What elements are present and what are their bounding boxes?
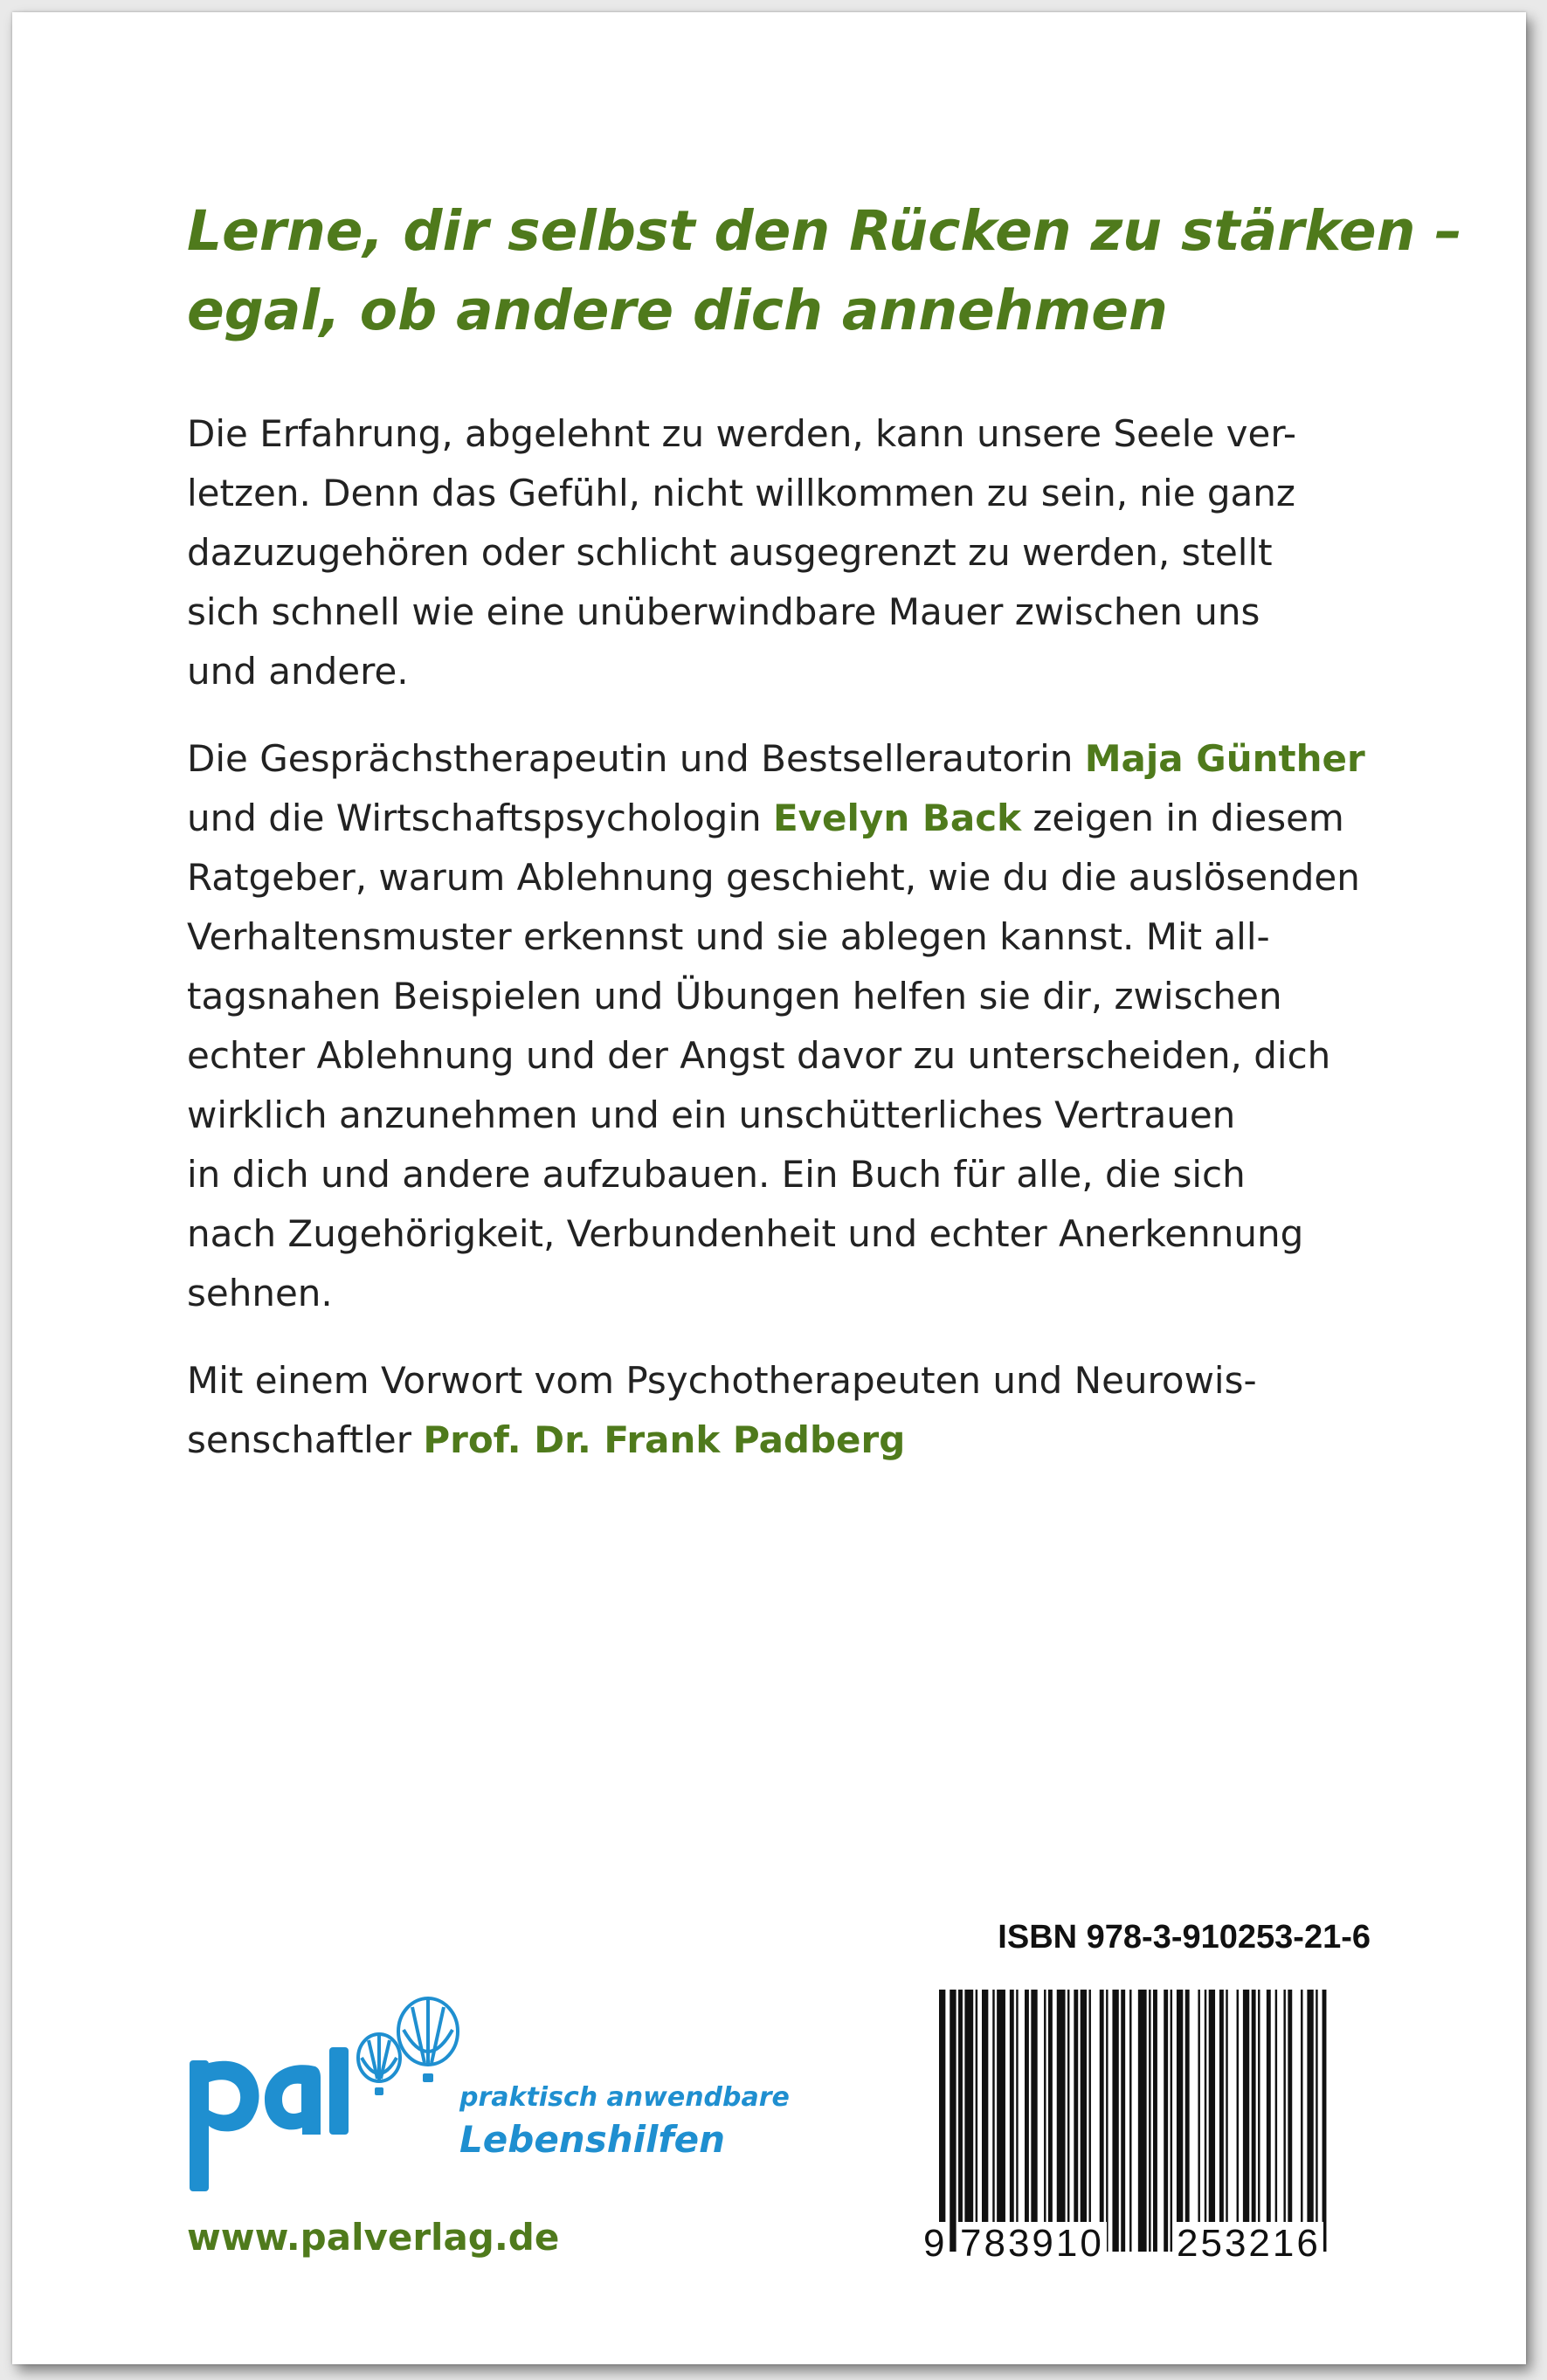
author-name-evelyn: Evelyn Back [772,797,1022,839]
barcode-bar [939,1990,945,2252]
barcode-bar [1100,1990,1104,2252]
text-line: Mit einem Vorwort vom Psychotherapeuten und Neurowis- [187,1359,1257,1402]
foreword-author-name: Prof. Dr. Frank Padberg [423,1418,906,1461]
barcode-bar [1267,1990,1271,2252]
publisher-website: www.palverlag.de [187,2216,560,2259]
barcode-bar [1149,1990,1150,2252]
text-fragment: zeigen in diesem [1021,797,1344,839]
barcode-bar [1031,1990,1037,2252]
barcode-bar [1121,1990,1125,2252]
text-line: Verhaltensmuster erkennst und sie ablegen kannst. Mit all- [187,915,1270,958]
barcode-bar [964,1990,973,2252]
barcode-bar [1177,1990,1183,2252]
text-line: letzen. Denn das Gefühl, nicht willkommen zu sein, nie ganz [187,472,1295,514]
barcode-bar [997,1990,1005,2252]
barcode-first-digit: 9 [921,2222,947,2266]
barcode [934,1990,1375,2260]
barcode-bar [1153,1990,1157,2252]
barcode-bar [950,1990,956,2252]
text-line: tagsnahen Beispielen und Übungen helfen sie dir, zwischen [187,975,1282,1018]
book-back-cover [12,12,1526,2364]
text-line: sehnen. [187,1272,333,1314]
barcode-bar [1138,1990,1147,2252]
barcode-bar [1112,1990,1118,2252]
barcode-bar [1307,1990,1313,2252]
barcode-right-group: 253216 [1174,2222,1323,2266]
barcode-bar [1164,1990,1168,2252]
barcode-bar [1067,1990,1069,2252]
barcode-bar [1205,1990,1206,2252]
barcode-bar [1283,1990,1285,2252]
hot-air-balloons-icon [351,1995,465,2117]
text-line [187,789,1427,848]
barcode-bar [1316,1990,1317,2252]
authors-paragraph [187,729,1427,1323]
barcode-digits [921,2222,1375,2274]
barcode-left-group: 783910 [957,2222,1107,2266]
text-fragment: Die Gesprächstherapeutin und Bestsellerautorin [187,737,1085,780]
barcode-bar [1025,1990,1029,2252]
barcode-bar [1323,1990,1327,2252]
barcode-bar [1237,1990,1239,2252]
tagline-line2: Lebenshilfen [459,2118,726,2161]
barcode-bar [1074,1990,1078,2252]
barcode-bar [1198,1990,1199,2252]
text-line [187,1411,1427,1470]
barcode-bar [1044,1990,1046,2252]
headline [187,191,1462,350]
barcode-bar [1057,1990,1066,2252]
text-line: Die Erfahrung, abgelehnt zu werden, kann unsere Seele ver- [187,412,1297,455]
barcode-bar [1288,1990,1292,2252]
text-fragment: und die Wirtschaftspsychologin [187,797,773,839]
text-line [187,729,1427,789]
publisher-tagline [459,2080,790,2164]
barcode-bar [976,1990,977,2252]
text-line: sich schnell wie eine unüberwindbare Mauer zwischen uns [187,590,1260,633]
barcode-bar [1209,1990,1215,2252]
tagline-line1: praktisch anwendbare [459,2082,790,2113]
text-line: in dich und andere aufzubauen. Ein Buch für alle, die sich [187,1153,1246,1196]
text-line: wirklich anzunehmen und ein unschütterliches Vertrauen [187,1093,1236,1136]
isbn-label: ISBN 978-3-910253-21-6 [998,1919,1371,1956]
barcode-bar [1226,1990,1227,2252]
barcode-bar [1258,1990,1260,2252]
intro-paragraph [187,404,1427,701]
barcode-bar [1081,1990,1087,2252]
barcode-bar [1129,1990,1131,2252]
barcode-bar [1106,1990,1108,2252]
barcode-bar [982,1990,988,2252]
headline-line: egal, ob andere dich annehmen [187,279,1168,342]
barcode-bar [1243,1990,1249,2252]
barcode-bar [1048,1990,1053,2252]
barcode-bar [1010,1990,1014,2252]
barcode-bar [1185,1990,1190,2252]
text-line: Ratgeber, warum Ablehnung geschieht, wie du die auslösenden [187,856,1360,899]
barcode-bar [1275,1990,1277,2252]
barcode-bar [958,1990,963,2252]
author-name-maja: Maja Günther [1084,737,1365,780]
text-line: nach Zugehörigkeit, Verbundenheit und echter Anerkennung [187,1212,1304,1255]
barcode-bar [1301,1990,1302,2252]
text-line: und andere. [187,650,409,693]
barcode-bar [1016,1990,1018,2252]
barcode-bar [1252,1990,1256,2252]
barcode-bar [1089,1990,1091,2252]
barcode-bar [1171,1990,1172,2252]
headline-line: Lerne, dir selbst den Rücken zu stärken – [187,199,1462,263]
barcode-bar [1219,1990,1224,2252]
text-fragment: senschaftler [187,1418,424,1461]
foreword-paragraph [187,1351,1427,1470]
text-line: echter Ablehnung und der Angst davor zu unterscheiden, dich [187,1034,1331,1077]
barcode-bar [992,1990,994,2252]
text-line: dazuzugehören oder schlicht ausgegrenzt zu werden, stellt [187,531,1273,574]
